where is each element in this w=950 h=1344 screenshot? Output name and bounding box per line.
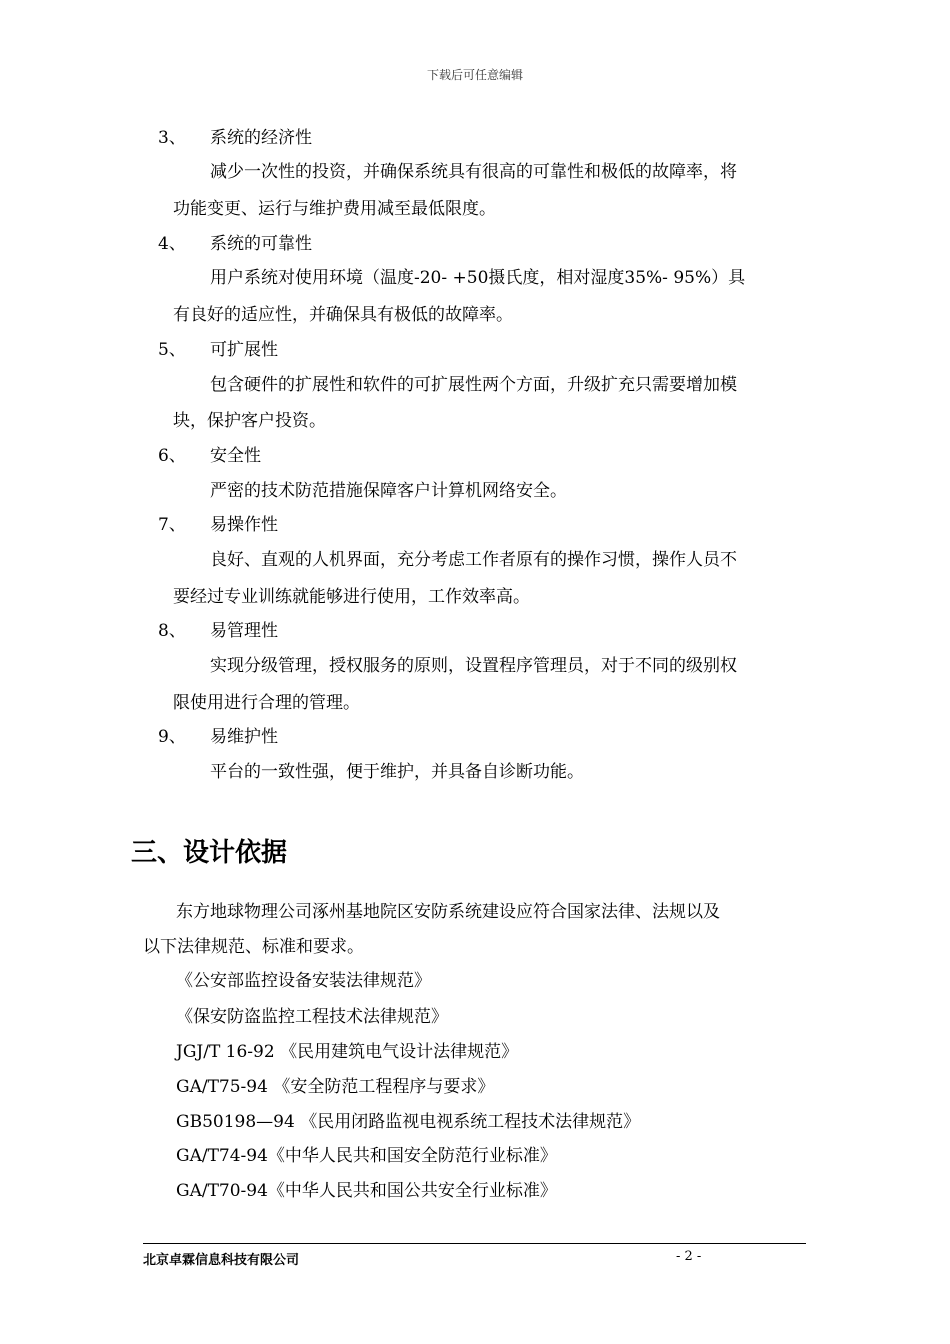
standard-item: JGJ/T 16-92 《民用建筑电气设计法律规范》 [176, 1042, 519, 1062]
item-text-line: 包含硬件的扩展性和软件的可扩展性两个方面，升级扩充只需要增加模 [210, 375, 737, 395]
item-number: 5、 [158, 340, 186, 360]
item-heading [158, 339, 278, 361]
item-number: 6、 [158, 446, 186, 466]
item-title: 易操作性 [210, 515, 278, 535]
item-text-line: 减少一次性的投资，并确保系统具有很高的可靠性和极低的故障率，将 [210, 162, 737, 182]
standard-item: GA/T74-94《中华人民共和国安全防范行业标准》 [176, 1146, 557, 1166]
item-title: 系统的经济性 [210, 128, 312, 148]
section-intro-line: 东方地球物理公司涿州基地院区安防系统建设应符合国家法律、法规以及 [176, 902, 720, 922]
item-heading [158, 233, 312, 255]
item-number: 9、 [158, 727, 186, 747]
item-heading [158, 127, 312, 149]
item-text-line: 要经过专业训练就能够进行使用，工作效率高。 [173, 587, 530, 607]
standard-item: GA/T75-94 《安全防范工程程序与要求》 [176, 1077, 495, 1097]
item-text-line: 块，保护客户投资。 [173, 411, 326, 431]
page-header: 下载后可任意编辑 [426, 68, 523, 82]
item-title: 系统的可靠性 [210, 234, 312, 254]
footer-company: 北京卓霖信息科技有限公司 [143, 1253, 300, 1268]
page-number: - 2 - [676, 1249, 702, 1264]
standard-item: GB50198—94 《民用闭路监视电视系统工程技术法律规范》 [176, 1112, 641, 1132]
item-title: 易维护性 [210, 727, 278, 747]
section-intro-line: 以下法律规范、标准和要求。 [143, 937, 364, 957]
item-heading [158, 726, 278, 748]
item-heading [158, 620, 278, 642]
item-text-line: 功能变更、运行与维护费用减至最低限度。 [173, 199, 496, 219]
standard-item: 《保安防盗监控工程技术法律规范》 [176, 1007, 448, 1027]
item-heading [158, 514, 278, 536]
item-text-line: 平台的一致性强，便于维护，并具备自诊断功能。 [210, 762, 584, 782]
item-number: 8、 [158, 621, 186, 641]
item-number: 4、 [158, 234, 186, 254]
item-text-line: 实现分级管理，授权服务的原则，设置程序管理员，对于不同的级别权 [210, 656, 737, 676]
item-title: 易管理性 [210, 621, 278, 641]
item-number: 3、 [158, 128, 186, 148]
item-text-line: 有良好的适应性，并确保具有极低的故障率。 [173, 305, 513, 325]
item-text-line: 良好、直观的人机界面，充分考虑工作者原有的操作习惯，操作人员不 [210, 550, 737, 570]
item-text-line: 严密的技术防范措施保障客户计算机网络安全。 [210, 481, 567, 501]
item-title: 可扩展性 [210, 340, 278, 360]
item-number: 7、 [158, 515, 186, 535]
item-heading [158, 445, 261, 467]
standard-item: 《公安部监控设备安装法律规范》 [176, 971, 431, 991]
item-title: 安全性 [210, 446, 261, 466]
section-heading: 三、设计依据 [131, 838, 288, 868]
item-text-line: 用户系统对使用环境（温度-20- +50摄氏度，相对湿度35%- 95%）具 [210, 268, 746, 288]
item-text-line: 限使用进行合理的管理。 [173, 693, 360, 713]
footer-divider [143, 1243, 806, 1244]
standard-item: GA/T70-94《中华人民共和国公共安全行业标准》 [176, 1181, 557, 1201]
